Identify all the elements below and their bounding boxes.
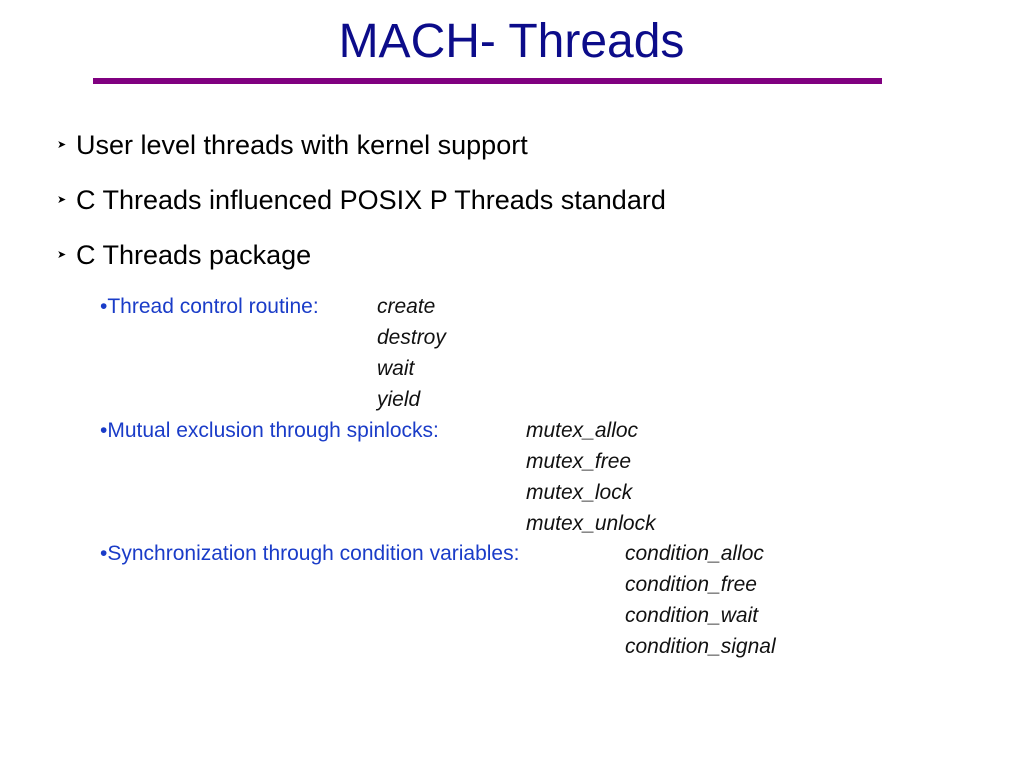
arrow-bullet-icon: ➤ [57,193,67,206]
title-underline [93,78,882,84]
sub-bullet-marker: • [100,542,108,565]
subpoint-colon: : [312,295,319,318]
slide-title: MACH- Threads [338,15,685,68]
bullet-item [57,180,957,235]
subpoint-synchronization [100,538,519,569]
routine-item: destroy [377,326,446,349]
bullet-item [57,235,957,290]
routine-item: wait [377,357,415,380]
bullet-text: User level threads with kernel support [76,130,528,160]
subpoint-mutual-exclusion [100,415,439,446]
bullet-list [57,125,957,290]
subpoint-label: Synchronization through condition variables [107,542,514,565]
subpoint-colon: : [433,419,439,442]
bullet-item [57,125,957,180]
subpoint-colon: : [513,542,520,565]
bullet-text: C Threads package [76,240,312,270]
routine-item: condition_signal [625,635,776,658]
subpoint-label: Thread control routine [107,295,313,318]
routine-item: mutex_lock [526,481,633,504]
routine-item: condition_alloc [625,542,764,565]
subpoint-label: Mutual exclusion through spinlocks [107,419,434,442]
arrow-bullet-icon: ➤ [57,138,67,151]
routine-item: mutex_free [526,450,632,473]
routine-item: yield [377,388,421,411]
sub-bullet-marker: • [100,419,108,442]
routine-item: condition_wait [625,604,759,627]
sub-bullet-marker: • [100,295,108,318]
bullet-text: C Threads influenced POSIX P Threads standard [76,185,666,215]
routine-item: condition_free [625,573,757,596]
routine-list-condition [625,538,776,662]
routine-item: mutex_unlock [526,512,656,535]
routine-list-mutex [526,415,656,539]
subpoint-thread-control [100,291,319,322]
routine-item: create [377,295,436,318]
routine-list-thread-control [377,291,446,415]
routine-item: mutex_alloc [526,419,639,442]
arrow-bullet-icon: ➤ [57,248,67,261]
